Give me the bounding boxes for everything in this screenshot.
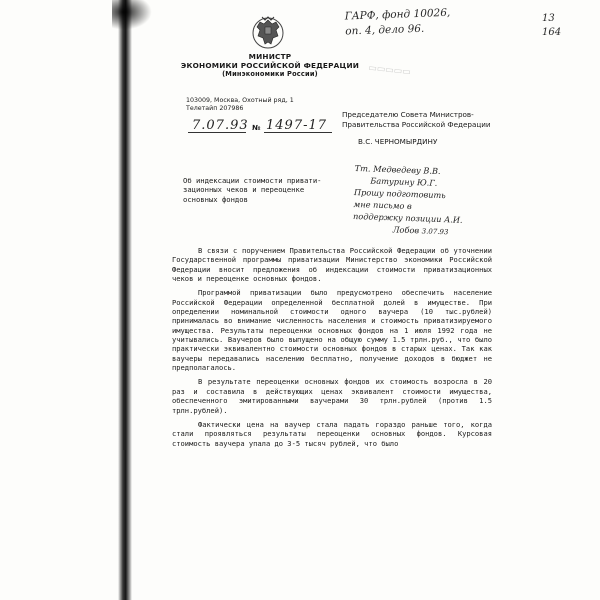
scan-binding-shadow — [118, 0, 132, 600]
body-paragraph: Фактически цена на ваучер стала падать гораздо раньше того, когда стали проявляться результаты переоценки основных фондов. Курсовая стоимость ваучера упала до 3-5 тысяч рублей, что было — [172, 419, 492, 448]
archive-reference-note — [345, 3, 546, 40]
resolution-line-4: мне письмо в — [353, 198, 412, 212]
registration-no-label: № — [252, 124, 261, 132]
resolution-line-5: поддержку позиции А.И. — [352, 210, 463, 225]
resolution-signature: Лобов — [392, 224, 420, 236]
folio-line-2: 164 — [542, 27, 562, 38]
recipient-line-2: Правительства Российской Федерации — [342, 119, 491, 129]
folio-number — [542, 12, 561, 40]
subject-line-2: зационных чеков и переоценке — [183, 185, 305, 195]
registration-line — [186, 118, 336, 135]
recipient-line-1: Председателю Совета Министров- — [342, 110, 474, 119]
registration-number: 1497-17 — [266, 118, 328, 133]
subject-block — [183, 176, 333, 204]
resolution-line-2: Батурину Ю.Г. — [370, 175, 438, 188]
letterhead-address: 103009, Москва, Охотный ряд, 1 — [186, 97, 294, 104]
registration-date: 7.07.93 — [192, 118, 249, 133]
faded-stamp: ▭▭▭▭▭ — [367, 63, 412, 78]
letterhead-title: МИНИСТР — [248, 52, 292, 61]
letterhead — [150, 52, 390, 79]
body-paragraph: Программой приватизации было предусмотрено обеспечить население Российской Федерации определенной бесплатной долей в имуществе. При определении номинальной стоимости одного ваучера (10 тыс.рублей) принималась во внимание численность населения и стоимость приватизируемого имущества. Результаты переоценки основных фондов на 1 июля 1992 года не учитывались. Ваучеров было выпущено на общую сумму 1.5 трлн.руб., что было практически эквивалентно стоимости основных фондов в старых ценах. Так как ваучеры передавались населению бесплатно, получение доходов в бюджет не предполагалось. — [172, 288, 492, 373]
handwritten-resolution — [352, 162, 504, 240]
letterhead-teletype: Телетайп 207986 — [186, 105, 244, 112]
letterhead-ministry: ЭКОНОМИКИ РОССИЙСКОЙ ФЕДЕРАЦИИ — [180, 61, 360, 70]
recipient-name: В.С. ЧЕРНОМЫРДИНУ — [358, 137, 438, 146]
date-underline — [188, 132, 246, 133]
resolution-line-1: Тт. Медведеву В.В. — [354, 162, 441, 176]
letterhead-abbr: (Минэкономики России) — [222, 70, 318, 78]
archive-line-1: ГАРФ, фонд 10026, — [344, 6, 451, 23]
archive-line-2: оп. 4, дело 96. — [345, 22, 425, 38]
body-paragraph: В результате переоценки основных фондов их стоимость возросла в 20 раз и составила в действующих ценах эквивалент стоимости имущества, обеспеченного эмитированными ваучерами 30 трлн.рублей (против 1.5 трлн.рублей). — [172, 377, 492, 415]
resolution-date: 3.07.93 — [421, 227, 449, 237]
subject-line-3: основных фондов — [183, 194, 248, 204]
scan-artifact — [123, 340, 126, 450]
recipient-block — [342, 110, 491, 147]
double-headed-eagle-emblem-icon — [248, 12, 288, 52]
letterhead-address-block — [186, 97, 294, 113]
number-underline — [264, 132, 332, 133]
scan-smudge — [112, 0, 152, 30]
body-paragraph: В связи с поручением Правительства Российской Федерации об уточнении Государственной программы приватизации Министерство экономики Российской Федерации вносит предложения об индексации стоимости приватизационных чеков и переоценке основных фондов. — [172, 246, 492, 284]
subject-line-1: Об индексации стоимости привати- — [183, 176, 322, 185]
letter-body — [172, 246, 492, 453]
resolution-line-3: Прошу подготовить — [353, 186, 446, 201]
folio-line-1: 13 — [542, 13, 555, 24]
